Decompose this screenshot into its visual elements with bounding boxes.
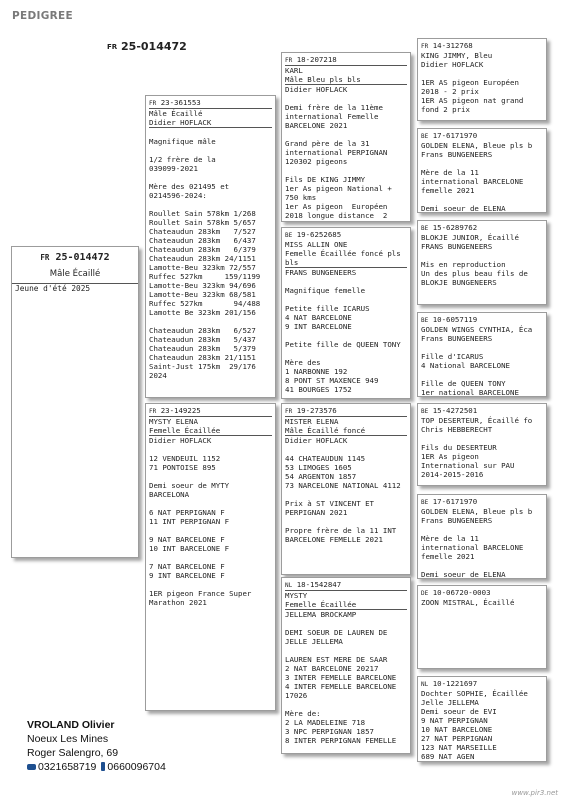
bird-card-sd	[281, 227, 411, 399]
bird-line	[149, 526, 272, 535]
bird-line: Propre frère de la 11 INT	[285, 526, 397, 535]
bird-line: femelle 2021	[421, 186, 475, 195]
bird-line	[149, 580, 272, 589]
bird-line	[149, 499, 272, 508]
bird-line: Fille de QUEEN TONY	[421, 379, 506, 388]
subject-sex: Mâle Écaillé	[12, 268, 138, 284]
bird-line: GOLDEN ELENA, Bleue pls b	[421, 507, 533, 516]
bird-line: FRANS BUNGENEERS	[421, 242, 493, 251]
bird-line: Mâle Bleu pls bls	[285, 75, 407, 85]
bird-line: Mère des 021495 et	[149, 182, 230, 191]
bird-line: Frans BUNGENEERS	[421, 150, 493, 159]
bird-line: Didier HOFLACK	[285, 85, 348, 94]
bird-line: 1er national BARCELONE	[421, 388, 519, 397]
bird-line: 44 CHATEAUDUN 1145	[285, 454, 366, 463]
bird-line: 120302 pigeons	[285, 157, 348, 166]
bird-line	[285, 94, 407, 103]
bird-line: 10 NAT BARCELONE	[421, 725, 493, 734]
bird-line: DEMI SOEUR DE LAUREN DE	[285, 628, 388, 637]
bird-ring: BE 15-4272501	[421, 406, 478, 415]
bird-line: GOLDEN WINGS CYNTHIA, Éca	[421, 325, 533, 334]
bird-card-ssd	[417, 128, 547, 213]
bird-line: 73 NARCELONE NATIONAL 4112	[285, 481, 401, 490]
bird-ring: FR 18-207218	[285, 55, 407, 66]
bird-line: GOLDEN ELENA, Bleue pls b	[421, 141, 533, 150]
bird-line: BARCELONE FEMELLE 2021	[285, 535, 383, 544]
bird-line: Mâle Écaillé	[149, 109, 203, 118]
footer-site: www.pir3.net	[511, 789, 558, 797]
bird-line	[149, 472, 272, 481]
bird-line: Mère des	[285, 358, 321, 367]
bird-line: femelle 2021	[421, 552, 475, 561]
bird-line: BARCELONA	[149, 490, 190, 499]
bird-line: 9 NAT PERPIGNAN	[421, 716, 488, 725]
bird-line: Chateaudun 283km 6/527	[149, 326, 256, 335]
bird-line	[149, 128, 272, 137]
bird-line	[149, 146, 272, 155]
bird-line: Chateaudun 283km 7/527	[149, 227, 256, 236]
bird-card-ss	[281, 52, 411, 222]
bird-line: 2024	[149, 371, 167, 380]
bird-line	[285, 277, 407, 286]
bird-line: international PERPIGNAN	[285, 148, 388, 157]
bird-line: 1 NARBONNE 192	[285, 367, 348, 376]
bird-line: Un des plus beau fils de	[421, 269, 528, 278]
bird-line: Demi soeur de ELENA	[421, 204, 506, 213]
bird-line: 7 NAT BARCELONE F	[149, 562, 225, 571]
owner-mobile: 0660096704	[107, 761, 166, 773]
bird-line: JELLEMA BROCKAMP	[285, 610, 357, 619]
bird-line: MYSTY	[285, 591, 308, 600]
bird-line: TOP DESERTEUR, Écaillé fo	[421, 416, 533, 425]
bird-line: Saint-Just 175km 29/176	[149, 362, 256, 371]
bird-line: Dochter SOPHIE, Écaillée	[421, 689, 528, 698]
bird-line: Demi frère de la 11ème	[285, 103, 383, 112]
bird-ring: BE 10-6057119	[421, 315, 478, 324]
bird-line: 039099-2021	[149, 164, 198, 173]
bird-line: Magnifique mâle	[149, 137, 216, 146]
bird-line: Lamotte-Beu 323km 94/696	[149, 281, 256, 290]
bird-ring: FR 19-273576	[285, 406, 407, 417]
bird-line: Magnifique femelle	[285, 286, 366, 295]
bird-line	[149, 553, 272, 562]
bird-line: Frans BUNGENEERS	[421, 516, 493, 525]
bird-line: 6 NAT PERPIGNAN F	[149, 508, 225, 517]
bird-line: Didier HOFLACK	[285, 436, 348, 445]
bird-line	[421, 69, 543, 78]
bird-line: 1ER As pigeon	[421, 452, 479, 461]
bird-line: 9 INT BARCELONE F	[149, 571, 225, 580]
bird-line	[285, 646, 407, 655]
bird-card-sss	[417, 38, 547, 121]
bird-line: 8 PONT ST MAXENCE 949	[285, 376, 379, 385]
bird-line	[421, 343, 543, 352]
bird-line	[149, 173, 272, 182]
subject-ring-country: FR	[107, 43, 118, 51]
bird-line	[421, 159, 543, 168]
bird-line: Ruffec 527km 159/1199	[149, 272, 261, 281]
bird-card-ddd	[417, 676, 547, 762]
owner-street: Roger Salengro, 69	[27, 747, 119, 759]
bird-line: 4 National BARCELONE	[421, 361, 510, 370]
bird-line: 12 VENDEUIL 1152	[149, 454, 221, 463]
subject-name: Jeune d'été 2025	[15, 284, 91, 293]
bird-line: 4 NAT BARCELONE	[285, 313, 352, 322]
bird-line: Femelle Écaillée	[285, 600, 407, 610]
bird-line: 1ER AS pigeon nat grand	[421, 96, 524, 105]
bird-line	[285, 445, 407, 454]
bird-line: BLOKJE JUNIOR, Écaillé	[421, 233, 519, 242]
bird-line: 41 BOURGES 1752	[285, 385, 352, 394]
bird-card-dss	[417, 403, 547, 486]
bird-line: 71 PONTOISE 895	[149, 463, 216, 472]
bird-line: 54 ARGENTON 1857	[285, 472, 357, 481]
bird-line: International sur PAU	[421, 461, 515, 470]
bird-ring: NL 18-1542847	[285, 580, 407, 591]
bird-card-dds	[417, 585, 547, 669]
subject-ring: FR 25-014472	[40, 252, 110, 263]
bird-line: 3 INTER FEMELLE BARCELONE	[285, 673, 397, 682]
bird-line: 2014-2015-2016	[421, 470, 484, 479]
bird-line	[285, 619, 407, 628]
page-title: PEDIGREE	[12, 10, 73, 22]
bird-line: Frans BUNGENEERS	[421, 334, 493, 343]
bird-card-dd	[281, 577, 411, 754]
bird-line: JELLE JELLEMA	[285, 637, 343, 646]
bird-line	[421, 370, 543, 379]
bird-line	[421, 434, 543, 443]
mobile-phone-icon	[101, 762, 105, 771]
bird-line: BLOKJE BUNGENEERS	[421, 278, 497, 287]
subject-ring-number: 25-014472	[121, 40, 187, 53]
bird-ring: BE 17-6171970	[421, 497, 478, 506]
bird-line: Roullet Sain 578km 5/657	[149, 218, 256, 227]
owner-name: VROLAND Olivier	[27, 719, 115, 731]
bird-line: Roullet Sain 578km 1/268	[149, 209, 256, 218]
bird-line: 8 INTER PERPIGNAN FEMELLE	[285, 736, 397, 745]
bird-line: Chateaudun 283km 24/1151	[149, 254, 256, 263]
bird-line: 2 NAT BARCELONE 20217	[285, 664, 379, 673]
bird-line: Chateaudun 283km 5/437	[149, 335, 256, 344]
owner-phones	[27, 760, 166, 774]
bird-line: Lamotte Be 323km 201/156	[149, 308, 256, 317]
bird-line: 9 NAT BARCELONE F	[149, 535, 225, 544]
bird-line	[421, 195, 543, 204]
bird-line: MISTER ELENA	[285, 417, 339, 426]
bird-line: KARL	[285, 66, 303, 75]
bird-line	[149, 445, 272, 454]
bird-line	[285, 166, 407, 175]
bird-line: Didier HOFLACK	[149, 436, 212, 445]
bird-line: 1ER pigeon France Super	[149, 589, 252, 598]
bird-line	[285, 331, 407, 340]
bird-card-dsd	[417, 494, 547, 579]
bird-line: 0214596-2024:	[149, 191, 207, 200]
bird-line	[285, 295, 407, 304]
bird-line	[285, 700, 407, 709]
bird-ring: FR 14-312768	[421, 41, 473, 50]
bird-line: Demi soeur de MYTY	[149, 481, 230, 490]
bird-line: Fils du DESERTEUR	[421, 443, 497, 452]
bird-line: PERPIGNAN 2021	[285, 508, 348, 517]
bird-line: 689 NAT AGEN	[421, 752, 475, 761]
bird-line: Didier HOFLACK	[421, 60, 484, 69]
bird-line: Petite fille de QUEEN TONY	[285, 340, 401, 349]
bird-line: Chateaudun 283km 6/379	[149, 245, 256, 254]
subject-card	[11, 246, 139, 558]
bird-line: FRANS BUNGENEERS	[285, 268, 357, 277]
bird-line: 750 kms	[285, 193, 317, 202]
bird-card-sds	[417, 220, 547, 305]
bird-line: Petite fille ICARUS	[285, 304, 370, 313]
bird-line: Femelle Écaillée	[149, 426, 272, 436]
bird-line: Mère de la 11	[421, 534, 479, 543]
bird-line: Demi soeur de EVI	[421, 707, 497, 716]
bird-line: 17026	[285, 691, 308, 700]
bird-line: Grand père de la 31	[285, 139, 370, 148]
bird-line: international BARCELONE	[421, 543, 524, 552]
bird-line: BARCELONE 2021	[285, 121, 348, 130]
bird-line: Mâle Écaillé foncé	[285, 426, 407, 436]
bird-line: Ruffec 527km 94/488	[149, 299, 261, 308]
bird-ring: BE 17-6171970	[421, 131, 478, 140]
bird-line: 10 INT BARCELONE F	[149, 544, 230, 553]
bird-line: Mis en reproduction	[421, 260, 506, 269]
owner-phone: 0321658719	[38, 761, 97, 773]
bird-line: 1er As pigeon Européen	[285, 202, 388, 211]
bird-line: 27 NAT PERPIGNAN	[421, 734, 493, 743]
bird-line: Mère de:	[285, 709, 321, 718]
bird-line: Chateaudun 283km 21/1151	[149, 353, 256, 362]
subject-ring-header	[107, 40, 187, 53]
bird-line: Chateaudun 283km 6/437	[149, 236, 256, 245]
bird-line: 1/2 frère de la	[149, 155, 216, 164]
bird-line	[421, 561, 543, 570]
bird-line: international Femelle	[285, 112, 379, 121]
bird-card-ds	[281, 403, 411, 575]
bird-line: 11 INT PERPIGNAN F	[149, 517, 230, 526]
bird-line: 53 LIMOGES 1605	[285, 463, 352, 472]
bird-line	[149, 317, 272, 326]
bird-line: MYSTY ELENA	[149, 417, 198, 426]
bird-line: Mère de la 11	[421, 168, 479, 177]
bird-line: Jelle JELLEMA	[421, 698, 479, 707]
bird-line: Lamotte-Beu 323km 72/557	[149, 263, 256, 272]
bird-line: 1ER AS pigeon Européen	[421, 78, 519, 87]
bird-ring: NL 10-1221697	[421, 679, 478, 688]
bird-line: Demi soeur de ELENA	[421, 570, 506, 579]
bird-line: 123 NAT MARSEILLE	[421, 743, 497, 752]
bird-line: 9 INT BARCELONE	[285, 322, 352, 331]
bird-line: MISS ALLIN ONE	[285, 240, 348, 249]
bird-ring: BE 15-6289762	[421, 223, 478, 232]
bird-line: Fille d'ICARUS	[421, 352, 484, 361]
bird-line: 3 NPC PERPIGNAN 1857	[285, 727, 374, 736]
bird-line	[149, 200, 272, 209]
bird-line: Didier HOFLACK	[149, 118, 272, 128]
bird-line: Chris HEBBERECHT	[421, 425, 493, 434]
bird-line: 1er As pigeon National +	[285, 184, 392, 193]
bird-line	[285, 349, 407, 358]
bird-line: 2018 - 2 prix	[421, 87, 479, 96]
bird-line: bls	[285, 258, 407, 268]
bird-line: 2018 longue distance 2	[285, 211, 388, 220]
bird-line: fond 2 prix	[421, 105, 470, 114]
bird-line: ZOON MISTRAL, Écaillé	[421, 598, 515, 607]
bird-ring: FR 23-361553	[149, 98, 272, 109]
bird-line: Femelle Écaillée foncé pls	[285, 249, 401, 258]
bird-line	[421, 251, 543, 260]
bird-line: Chateaudun 283km 5/379	[149, 344, 256, 353]
bird-line: LAUREN EST MERE DE SAAR	[285, 655, 388, 664]
bird-card-sdd	[417, 312, 547, 397]
bird-ring: FR 23-149225	[149, 406, 272, 417]
bird-line: international BARCELONE	[421, 177, 524, 186]
bird-line: KING JIMMY, Bleu	[421, 51, 493, 60]
owner-city: Noeux Les Mines	[27, 733, 109, 745]
bird-ring: DE 10-06720-0003	[421, 588, 491, 597]
phone-icon	[27, 764, 36, 770]
bird-line	[285, 130, 407, 139]
bird-line: 2 LA MADELEINE 718	[285, 718, 366, 727]
bird-card-sire	[145, 95, 276, 398]
bird-line	[285, 517, 407, 526]
owner-block	[27, 718, 166, 774]
bird-line	[285, 490, 407, 499]
bird-line: Fils DE KING JIMMY	[285, 175, 366, 184]
bird-ring: BE 19-6252685	[285, 230, 342, 239]
bird-line: Prix à ST VINCENT ET	[285, 499, 374, 508]
bird-line: Marathon 2021	[149, 598, 207, 607]
bird-line: 4 INTER FEMELLE BARCELONE	[285, 682, 397, 691]
bird-line	[421, 525, 543, 534]
bird-line: Lamotte-Beu 323km 68/581	[149, 290, 256, 299]
bird-card-dam	[145, 403, 276, 711]
